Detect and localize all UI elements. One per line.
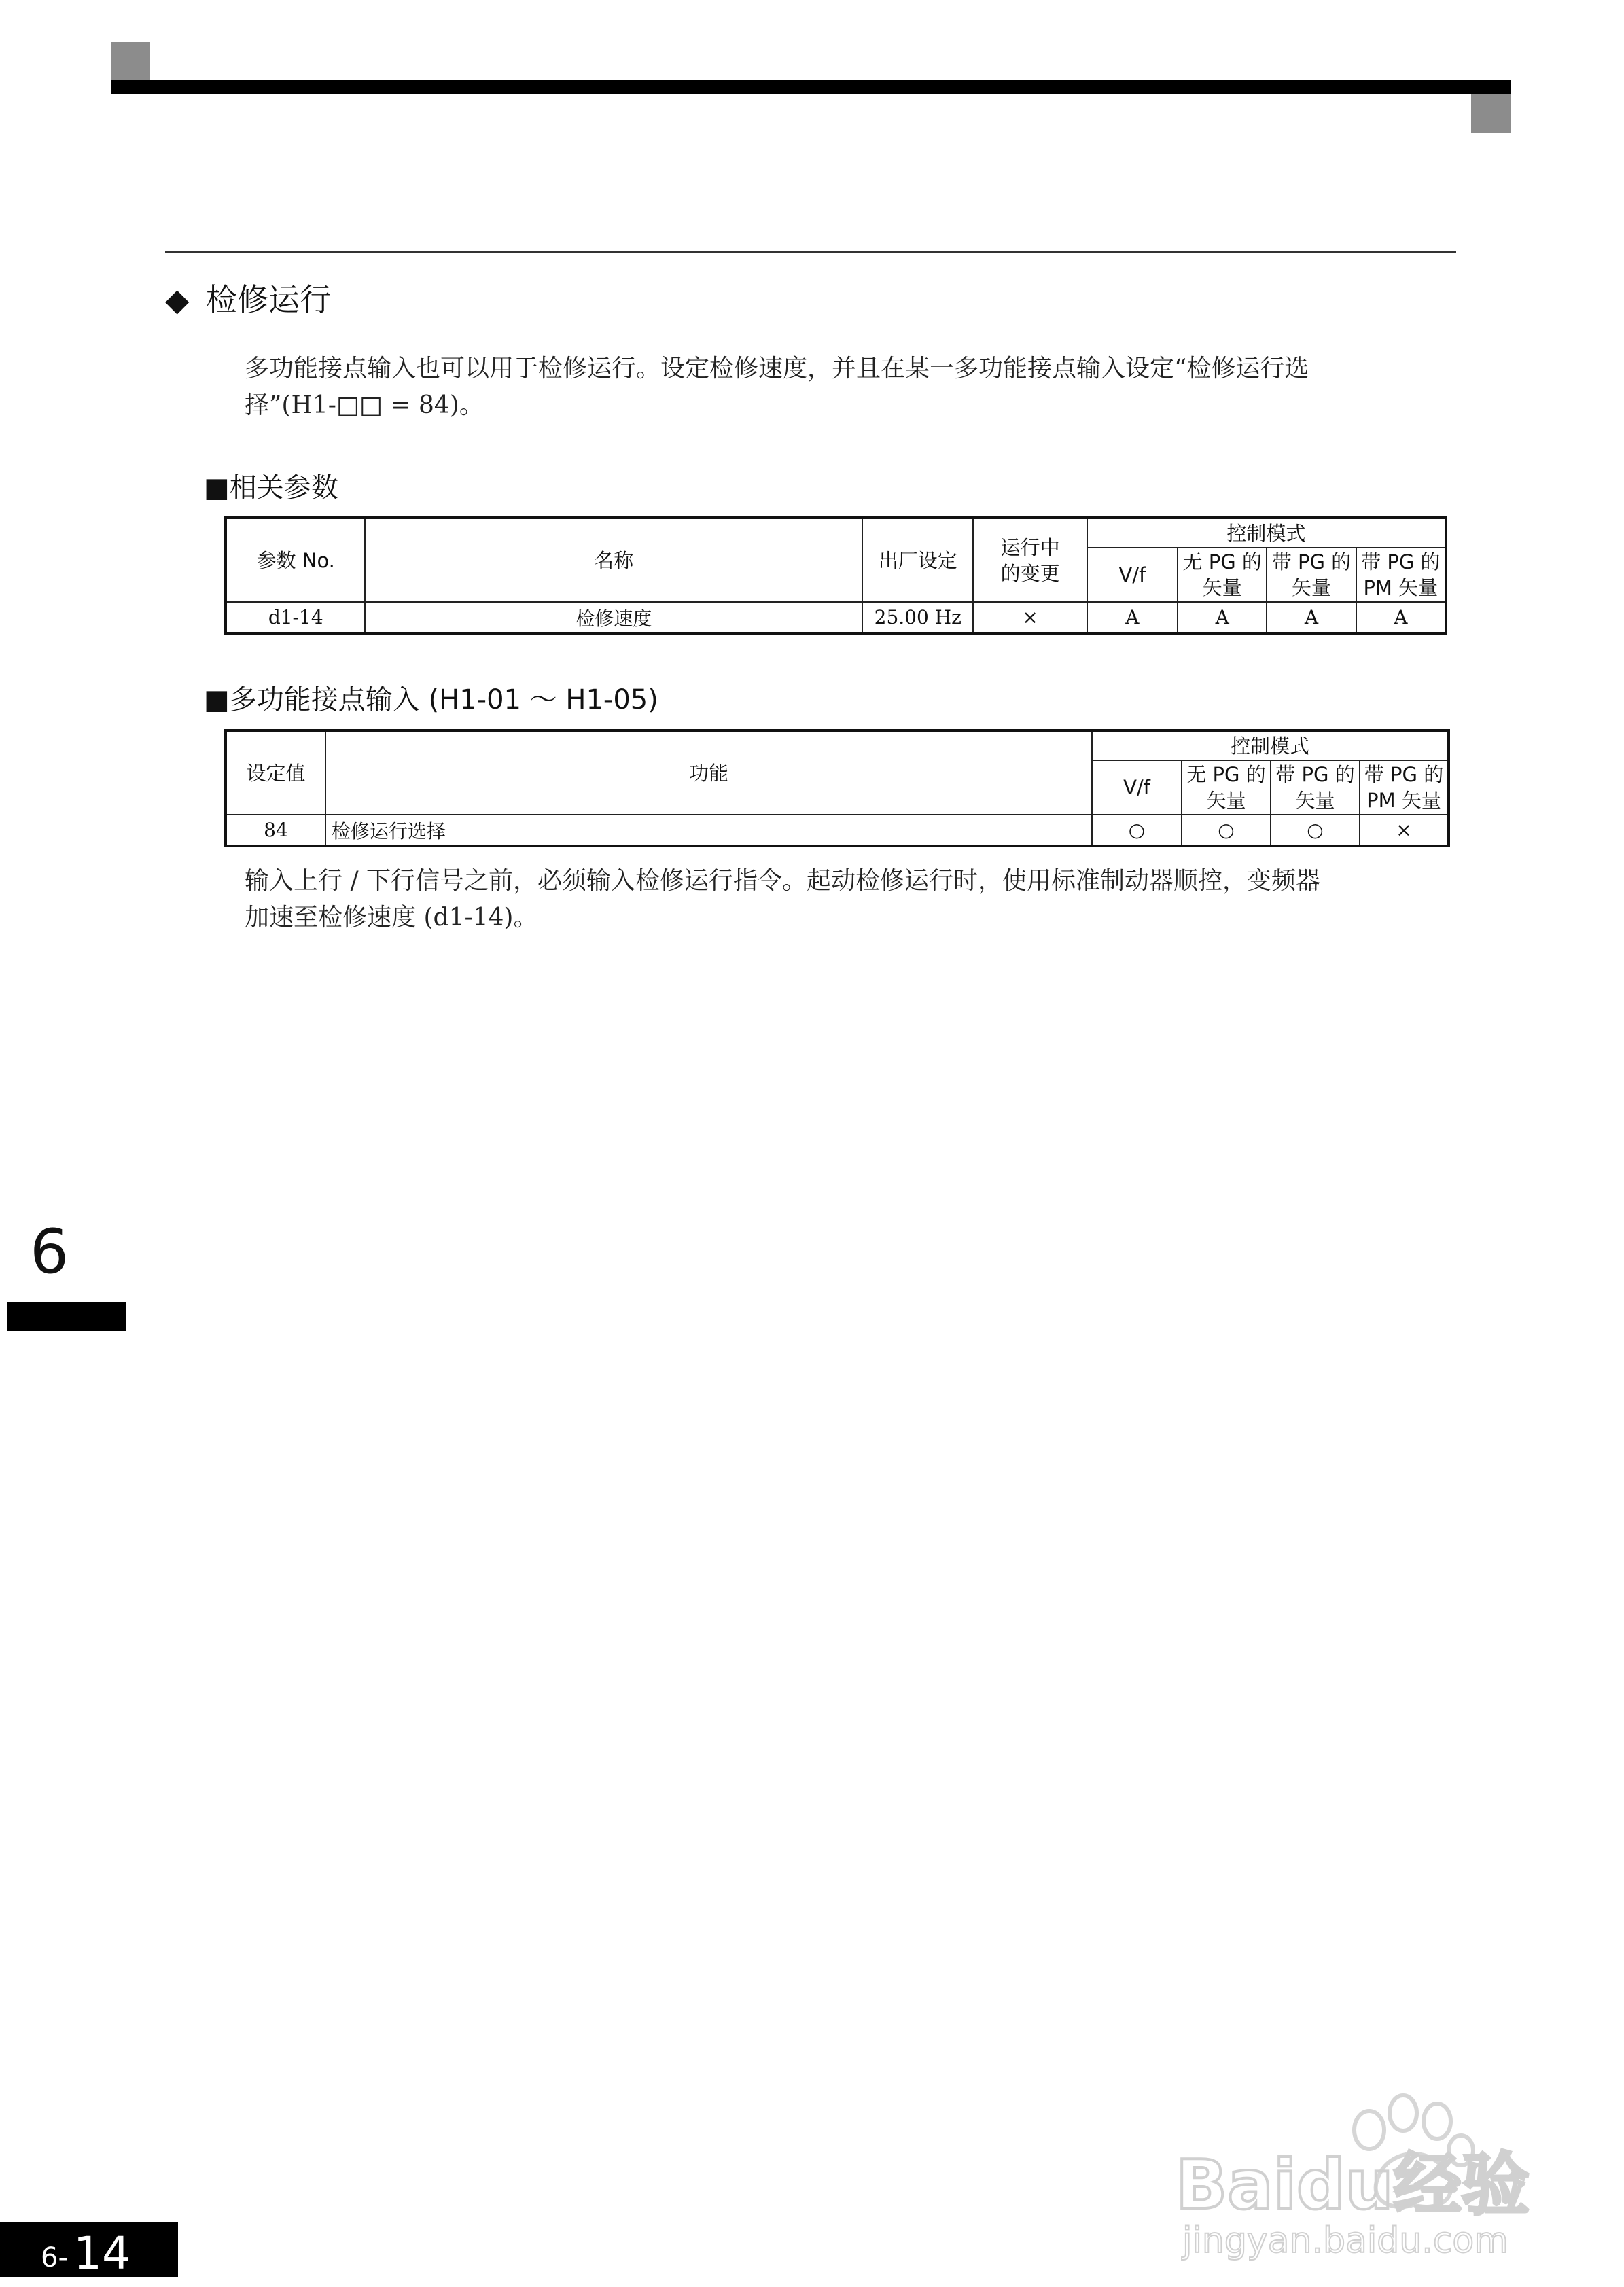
col-mode4-line-1: 带 PG 的 <box>1364 763 1444 786</box>
cell-function: 检修运行选择 <box>325 815 1092 846</box>
page-number: 14 <box>73 2227 130 2280</box>
cell-mode4: × <box>1360 815 1449 846</box>
col-mode2-line-1: 无 PG 的 <box>1186 763 1266 786</box>
header-corner-block-left <box>111 42 150 82</box>
header-bar <box>111 80 1511 94</box>
table-row <box>226 602 1446 633</box>
col-name: 名称 <box>365 518 862 602</box>
cell-mode4: A <box>1356 602 1446 633</box>
col-mode4-line-2: PM 矢量 <box>1363 576 1438 599</box>
col-function: 功能 <box>325 730 1092 815</box>
page-prefix: 6- <box>41 2242 68 2273</box>
watermark-url: jingyan.baidu.com <box>1182 2220 1508 2261</box>
cell-change: × <box>973 602 1087 633</box>
watermark-brand: Baidu经验 <box>1176 2145 1530 2224</box>
col-mode3-line-1: 带 PG 的 <box>1271 550 1352 573</box>
intro-paragraph <box>245 351 1468 424</box>
header-corner-block-right <box>1471 94 1511 133</box>
chapter-number: 6 <box>30 1216 69 1288</box>
col-change-during-run <box>973 518 1087 602</box>
col-mode3-line-2: 矢量 <box>1291 576 1331 599</box>
related-params-table <box>224 516 1447 635</box>
col-mode2-line-1: 无 PG 的 <box>1182 550 1262 573</box>
cell-setting: 84 <box>226 815 325 846</box>
col-mode3-line-1: 带 PG 的 <box>1275 763 1355 786</box>
col-vf: V/f <box>1087 548 1178 602</box>
section-title-text: 检修运行 <box>206 281 332 318</box>
intro-line-2: 择”(H1-□□ = 84)。 <box>245 391 484 419</box>
col-mode4-line-1: 带 PG 的 <box>1361 550 1441 573</box>
col-control-mode: 控制模式 <box>1087 518 1446 548</box>
multi-input-table <box>224 729 1450 847</box>
col-control-mode: 控制模式 <box>1092 730 1449 760</box>
table-row <box>226 815 1449 846</box>
cell-mode2: ○ <box>1182 815 1271 846</box>
chapter-tab-bar <box>7 1302 126 1331</box>
note-paragraph <box>245 863 1468 936</box>
page-number-box <box>0 2222 178 2280</box>
multi-input-heading: ■多功能接点输入 (H1-01 ～ H1-05) <box>204 684 658 715</box>
cell-name: 检修速度 <box>365 602 862 633</box>
col-param-no: 参数 No. <box>226 518 365 602</box>
cell-mode3: ○ <box>1271 815 1360 846</box>
section-divider <box>165 251 1456 253</box>
cell-vf: A <box>1087 602 1178 633</box>
col-closed-loop-vector <box>1271 760 1360 815</box>
col-factory-setting: 出厂设定 <box>862 518 973 602</box>
cell-mode2: A <box>1178 602 1267 633</box>
col-closed-loop-vector <box>1267 548 1356 602</box>
baidu-watermark-logo <box>1162 2066 1556 2263</box>
section-title <box>165 275 331 320</box>
cell-param: d1-14 <box>226 602 365 633</box>
related-params-heading: ■相关参数 <box>204 472 338 503</box>
col-change-line-2: 的变更 <box>1000 561 1060 585</box>
col-mode2-line-2: 矢量 <box>1202 576 1242 599</box>
cell-vf: ○ <box>1092 815 1182 846</box>
note-line-1: 输入上行 / 下行信号之前，必须输入检修运行指令。起动检修运行时，使用标准制动器顺控，变频器 <box>245 867 1321 895</box>
cell-mode3: A <box>1267 602 1356 633</box>
diamond-icon: ◆ <box>165 281 190 318</box>
col-pm-vector <box>1356 548 1446 602</box>
col-mode3-line-2: 矢量 <box>1295 789 1335 812</box>
col-mode4-line-2: PM 矢量 <box>1366 789 1441 812</box>
col-open-loop-vector <box>1182 760 1271 815</box>
col-change-line-1: 运行中 <box>1000 535 1060 559</box>
col-mode2-line-2: 矢量 <box>1206 789 1246 812</box>
col-pm-vector <box>1360 760 1449 815</box>
col-open-loop-vector <box>1178 548 1267 602</box>
intro-line-1: 多功能接点输入也可以用于检修运行。设定检修速度，并且在某一多功能接点输入设定“检修运行选 <box>245 355 1309 383</box>
col-setting-value: 设定值 <box>226 730 325 815</box>
note-line-2: 加速至检修速度 (d1-14)。 <box>245 904 538 932</box>
col-vf: V/f <box>1092 760 1182 815</box>
cell-factory: 25.00 Hz <box>862 602 973 633</box>
